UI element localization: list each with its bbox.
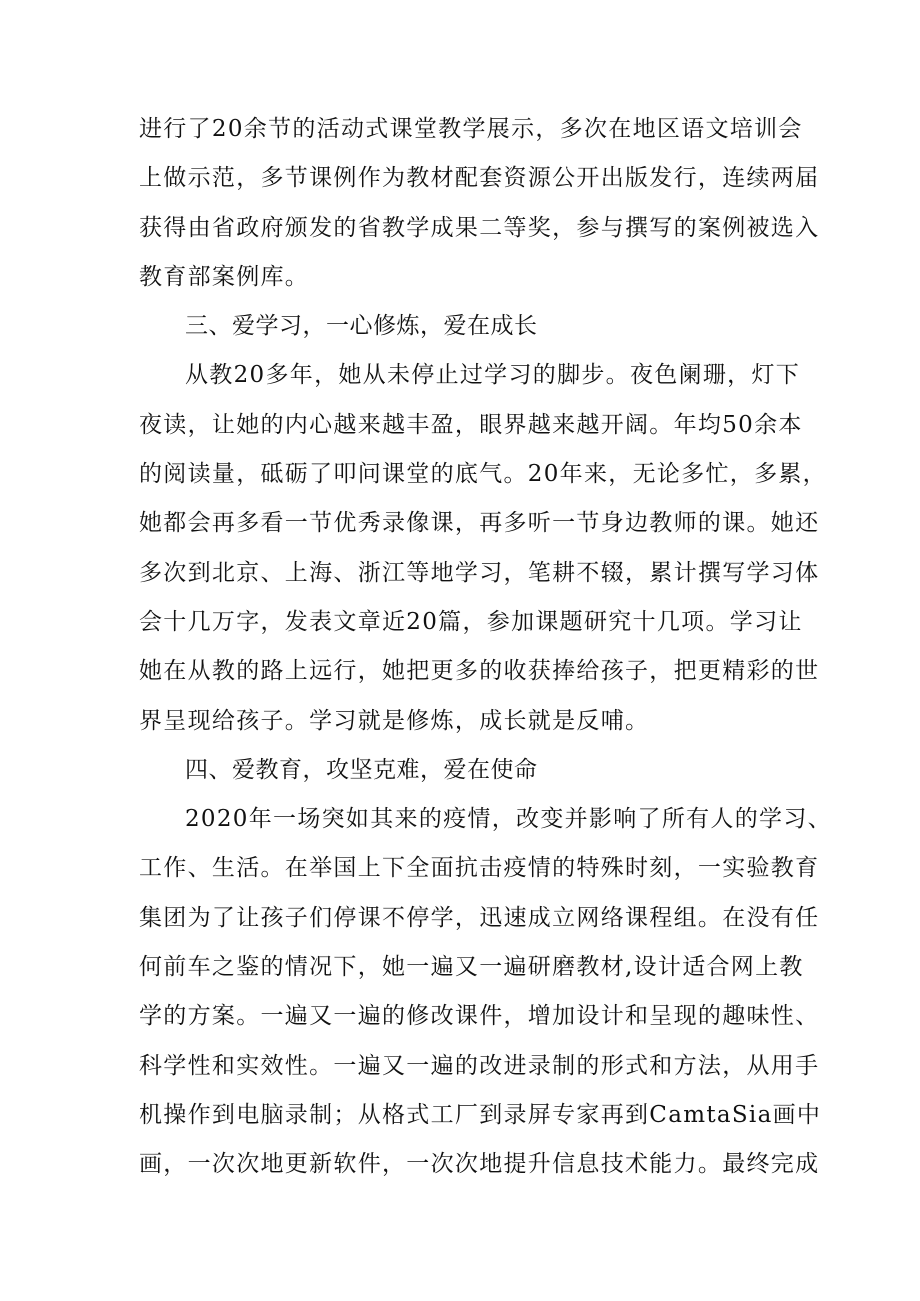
paragraph-line: 的阅读量，砥砺了叩问课堂的底气。20年来，无论多忙，多累， <box>139 461 827 488</box>
paragraph-line: 学的方案。一遍又一遍的修改课件，增加设计和呈现的趣味性、 <box>139 1003 820 1030</box>
paragraph-last-line: 教育部案例库。 <box>139 263 310 290</box>
paragraph-line: 何前车之鉴的情况下，她一遍又一遍研磨教材,设计适合网上教 <box>139 954 804 981</box>
paragraph-line: 进行了20余节的活动式课堂教学展示，多次在地区语文培训会 <box>139 116 803 142</box>
paragraph-line: 夜读，让她的内心越来越丰盈，眼界越来越开阔。年均50余本 <box>139 411 803 438</box>
paragraph-last-line: 界呈现给孩子。学习就是修炼，成长就是反哺。 <box>139 707 650 734</box>
paragraph-line: 画，一次次地更新软件，一次次地提升信息技术能力。最终完成 <box>139 1151 820 1178</box>
paragraph-line: 集团为了让孩子们停课不停学，迅速成立网络课程组。在没有任 <box>139 904 820 931</box>
paragraph-line: 机操作到电脑录制；从格式工厂到录屏专家再到CamtaSia画中 <box>139 1101 822 1128</box>
paragraph-line: 会十几万字，发表文章近20篇，参加课题研究十几项。学习让 <box>139 608 803 635</box>
paragraph-line: 多次到北京、上海、浙江等地学习，笔耕不辍，累计撰写学习体 <box>139 559 820 586</box>
section-heading: 四、爱教育，攻坚克难，爱在使命 <box>185 756 538 783</box>
paragraph-first-line: 2020年一场突如其来的疫情，改变并影响了所有人的学习、 <box>185 806 832 833</box>
paragraph-line: 她在从教的路上远行，她把更多的收获捧给孩子，把更精彩的世 <box>139 658 820 685</box>
paragraph-line: 她都会再多看一节优秀录像课，再多听一节身边教师的课。她还 <box>139 510 820 537</box>
section-heading: 三、爱学习，一心修炼，爱在成长 <box>185 313 538 340</box>
paragraph-line: 工作、生活。在举国上下全面抗击疫情的特殊时刻，一实验教育 <box>139 855 820 882</box>
paragraph-line: 科学性和实效性。一遍又一遍的改进录制的形式和方法，从用手 <box>139 1052 820 1079</box>
paragraph-line: 上做示范，多节课例作为教材配套资源公开出版发行，连续两届 <box>139 165 820 192</box>
document-body <box>139 105 832 1190</box>
paragraph-line: 获得由省政府颁发的省教学成果二等奖，参与撰写的案例被选入 <box>139 214 820 241</box>
paragraph-first-line: 从教20多年，她从未停止过学习的脚步。夜色阑珊，灯下 <box>185 362 801 389</box>
